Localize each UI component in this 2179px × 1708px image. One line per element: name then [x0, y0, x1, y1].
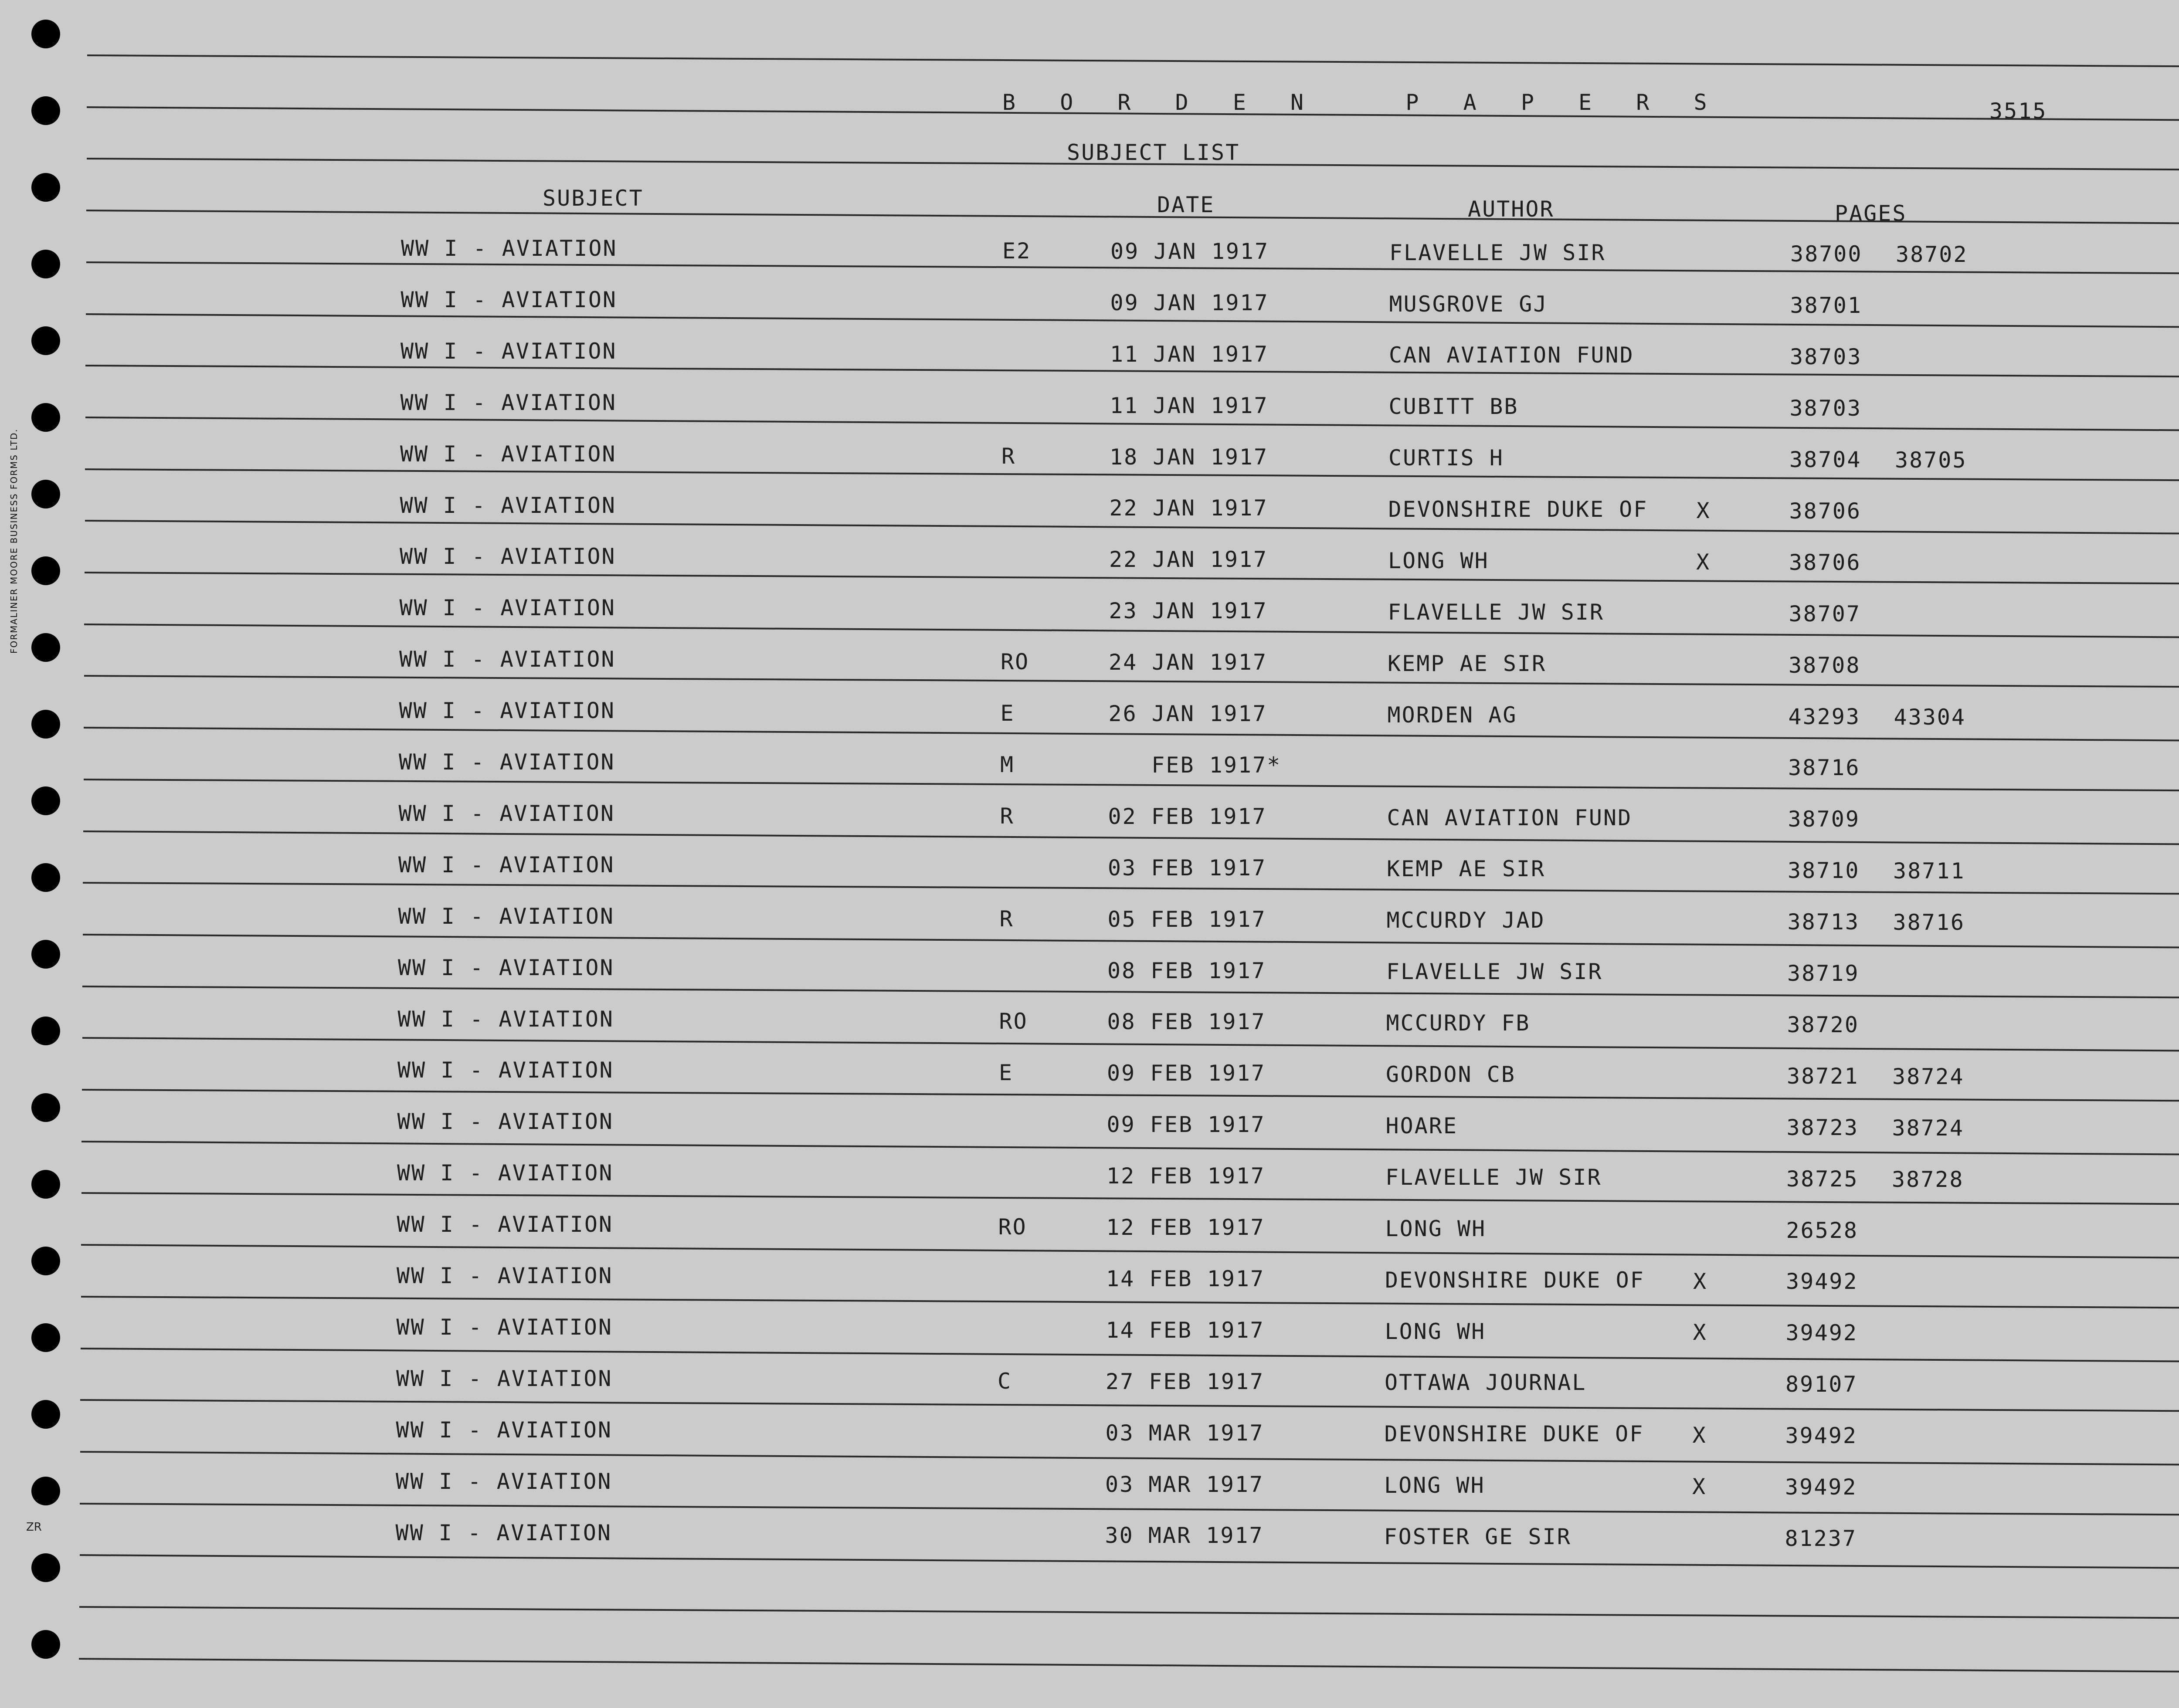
column-header-date: DATE [1157, 192, 1215, 217]
row-author: DEVONSHIRE DUKE OF [1385, 1267, 1645, 1293]
row-author: LONG WH [1388, 548, 1489, 573]
row-page-end: 38702 [1896, 242, 1968, 268]
tractor-feed-hole [31, 1323, 60, 1352]
row-date: 09 FEB 1917 [1107, 1061, 1266, 1086]
row-author: FLAVELLE JW SIR [1385, 1164, 1602, 1190]
row-page-end: 38705 [1895, 447, 1967, 473]
ruled-line [81, 1192, 2179, 1205]
tractor-feed-hole [31, 1170, 60, 1199]
row-page-start: 38703 [1790, 344, 1862, 370]
row-page-start: 89107 [1785, 1372, 1858, 1397]
tractor-feed-hole [31, 1630, 60, 1659]
tractor-feed-hole [31, 1017, 60, 1045]
row-date: 09 JAN 1917 [1110, 238, 1269, 264]
row-date: 22 JAN 1917 [1109, 495, 1268, 521]
row-page-start: 26528 [1786, 1217, 1859, 1243]
row-subject: WW I - AVIATION [401, 338, 617, 364]
page-number: 3515 [1989, 98, 2047, 124]
tractor-feed-hole [31, 710, 60, 739]
ruled-line [84, 727, 2179, 742]
ruled-line [84, 779, 2179, 792]
row-page-start: 38708 [1789, 652, 1861, 678]
row-date: 03 FEB 1917 [1108, 855, 1267, 881]
ruled-line [85, 417, 2179, 431]
row-page-start: 38707 [1789, 601, 1861, 627]
row-date: 05 FEB 1917 [1107, 906, 1266, 932]
row-date: 09 JAN 1917 [1110, 290, 1269, 315]
row-subject: WW I - AVIATION [397, 1057, 614, 1083]
row-date: 03 MAR 1917 [1105, 1420, 1264, 1446]
tractor-feed-hole [31, 786, 60, 815]
ruled-line [81, 1348, 2179, 1362]
row-code: E [1000, 700, 1015, 726]
row-subject: WW I - AVIATION [401, 236, 618, 261]
tractor-feed-hole [31, 403, 60, 432]
row-date: 14 FEB 1917 [1106, 1317, 1265, 1343]
row-author: LONG WH [1385, 1216, 1487, 1241]
row-flag: X [1693, 1320, 1707, 1345]
row-date: 11 JAN 1917 [1110, 393, 1269, 418]
row-date: 23 JAN 1917 [1109, 598, 1268, 624]
row-page-start: 39492 [1786, 1269, 1858, 1295]
row-author: FLAVELLE JW SIR [1388, 599, 1605, 625]
row-page-start: 39492 [1785, 1474, 1857, 1500]
row-code: R [1000, 803, 1015, 829]
ruled-line [85, 468, 2179, 481]
row-subject: WW I - AVIATION [400, 390, 617, 415]
row-page-start: 38723 [1786, 1115, 1859, 1140]
row-author: MUSGROVE GJ [1389, 291, 1548, 317]
row-code: E2 [1002, 238, 1032, 264]
row-page-start: 38710 [1788, 858, 1860, 884]
row-page-end: 38716 [1893, 910, 1965, 935]
page-title: B O R D E N P A P E R S [1002, 90, 1723, 115]
row-code: RO [999, 1009, 1028, 1034]
ruled-line [83, 882, 2179, 895]
tractor-feed-hole [31, 1553, 60, 1582]
tractor-feed-hole [31, 633, 60, 662]
row-author: FOSTER GE SIR [1384, 1524, 1571, 1550]
row-page-start: 38704 [1789, 447, 1862, 473]
row-subject: WW I - AVIATION [397, 1212, 614, 1237]
form-manufacturer-imprint: FORMALINER MOORE BUSINESS FORMS LTD. [9, 428, 19, 654]
row-page-end: 38724 [1892, 1115, 1965, 1141]
row-subject: WW I - AVIATION [397, 1263, 613, 1289]
row-author: GORDON CB [1386, 1062, 1516, 1087]
ruled-line [84, 624, 2179, 638]
row-code: M [1000, 752, 1015, 777]
row-page-start: 43293 [1788, 704, 1861, 729]
row-flag: X [1692, 1423, 1707, 1448]
row-page-start: 38725 [1786, 1166, 1859, 1192]
row-page-start: 81237 [1785, 1525, 1857, 1551]
row-page-end: 38711 [1893, 858, 1965, 884]
row-date: 08 FEB 1917 [1107, 1009, 1266, 1035]
row-page-start: 38709 [1788, 807, 1860, 832]
row-author: LONG WH [1384, 1473, 1485, 1498]
row-page-end: 38728 [1892, 1166, 1964, 1192]
row-page-start: 38700 [1790, 241, 1863, 267]
row-page-start: 38720 [1787, 1012, 1860, 1037]
tractor-feed-hole [31, 863, 60, 892]
tractor-feed-hole [31, 480, 60, 508]
row-subject: WW I - AVIATION [398, 903, 615, 929]
row-author: LONG WH [1385, 1318, 1486, 1344]
row-subject: WW I - AVIATION [396, 1314, 613, 1340]
row-flag: X [1696, 549, 1711, 575]
row-author: KEMP AE SIR [1387, 856, 1546, 882]
tractor-feed-hole [31, 1477, 60, 1505]
ruled-line [81, 1244, 2179, 1259]
ruled-line [82, 986, 2179, 999]
row-author: MORDEN AG [1387, 702, 1517, 728]
row-author: OTTAWA JOURNAL [1385, 1370, 1587, 1396]
row-date: 24 JAN 1917 [1109, 650, 1268, 675]
tractor-feed-hole [31, 940, 60, 969]
row-author: DEVONSHIRE DUKE OF [1388, 497, 1648, 522]
ruled-line [80, 1503, 2179, 1516]
row-subject: WW I - AVIATION [396, 1468, 612, 1494]
row-page-start: 38716 [1788, 755, 1860, 781]
tractor-feed-hole [31, 1400, 60, 1429]
row-author: KEMP AE SIR [1388, 651, 1547, 676]
row-subject: WW I - AVIATION [397, 1160, 614, 1186]
row-subject: WW I - AVIATION [397, 1109, 614, 1135]
column-header-author: AUTHOR [1468, 197, 1554, 222]
row-date: 11 JAN 1917 [1110, 341, 1269, 367]
ruled-line [80, 1399, 2179, 1412]
column-header-subject: SUBJECT [543, 186, 644, 211]
row-page-start: 39492 [1785, 1320, 1858, 1346]
ruled-line [85, 520, 2179, 535]
row-page-start: 38706 [1789, 498, 1862, 524]
row-subject: WW I - AVIATION [399, 647, 616, 672]
row-flag: X [1696, 498, 1711, 524]
row-page-end: 43304 [1894, 704, 1966, 730]
row-subject: WW I - AVIATION [400, 492, 617, 518]
row-author: CUBITT BB [1388, 394, 1519, 420]
tractor-feed-hole [31, 173, 60, 202]
row-date: 14 FEB 1917 [1106, 1266, 1265, 1291]
row-date: 12 FEB 1917 [1106, 1163, 1266, 1189]
ruled-line [85, 572, 2179, 585]
row-author: MCCURDY FB [1386, 1010, 1531, 1036]
ruled-line [83, 934, 2179, 949]
row-subject: WW I - AVIATION [396, 1366, 613, 1391]
ruled-line [84, 675, 2179, 688]
row-page-start: 38701 [1790, 293, 1863, 319]
row-date: 18 JAN 1917 [1110, 444, 1269, 470]
row-author: DEVONSHIRE DUKE OF [1384, 1421, 1644, 1447]
ruled-line [80, 1451, 2179, 1466]
ruled-line [80, 1554, 2179, 1569]
row-page-start: 38706 [1789, 549, 1861, 575]
ruled-line [87, 54, 2179, 68]
ruled-line [82, 1089, 2179, 1102]
ruled-line [82, 1037, 2179, 1052]
row-code: RO [998, 1214, 1027, 1240]
tractor-feed-hole [31, 250, 60, 278]
row-subject: WW I - AVIATION [398, 852, 615, 878]
row-subject: WW I - AVIATION [398, 800, 615, 826]
ruled-line [81, 1141, 2179, 1156]
row-subject: WW I - AVIATION [396, 1417, 613, 1443]
row-subject: WW I - AVIATION [400, 544, 616, 569]
row-author: CAN AVIATION FUND [1389, 342, 1634, 368]
row-subject: WW I - AVIATION [399, 698, 616, 724]
tractor-feed-hole [31, 1093, 60, 1122]
row-date: 12 FEB 1917 [1106, 1215, 1265, 1240]
row-subject: WW I - AVIATION [401, 287, 618, 312]
row-page-end: 38724 [1892, 1064, 1965, 1089]
row-author: HOARE [1385, 1113, 1458, 1139]
row-author: CAN AVIATION FUND [1387, 805, 1633, 830]
ruled-line [79, 1658, 2179, 1673]
row-code: R [999, 906, 1014, 932]
row-code: R [1001, 444, 1016, 469]
row-page-start: 38719 [1787, 961, 1860, 986]
row-page-start: 38713 [1787, 909, 1860, 935]
ruled-line [79, 1606, 2179, 1619]
list-subtitle: SUBJECT LIST [1067, 140, 1240, 165]
row-flag: X [1692, 1474, 1707, 1500]
row-date: 02 FEB 1917 [1108, 803, 1267, 829]
column-header-pages: PAGES [1835, 201, 1907, 226]
row-author: MCCURDY JAD [1386, 908, 1545, 933]
row-date: 09 FEB 1917 [1106, 1112, 1266, 1138]
row-code: RO [1001, 649, 1030, 675]
row-code: E [999, 1060, 1014, 1086]
row-date: 27 FEB 1917 [1106, 1369, 1265, 1394]
row-flag: X [1693, 1268, 1708, 1294]
row-date: FEB 1917* [1108, 752, 1282, 778]
row-page-start: 38721 [1787, 1063, 1859, 1089]
row-date: 08 FEB 1917 [1107, 958, 1266, 983]
tractor-feed-hole [31, 20, 60, 48]
row-code: C [998, 1368, 1012, 1394]
ruled-line [81, 1296, 2179, 1309]
row-author: FLAVELLE JW SIR [1389, 240, 1606, 265]
row-subject: WW I - AVIATION [400, 441, 617, 467]
row-author: CURTIS H [1388, 445, 1504, 471]
row-subject: WW I - AVIATION [397, 1006, 614, 1032]
row-subject: WW I - AVIATION [399, 595, 616, 621]
tractor-feed-hole [31, 326, 60, 355]
row-page-start: 39492 [1785, 1423, 1858, 1449]
row-date: 30 MAR 1917 [1105, 1523, 1264, 1549]
ruled-line [83, 830, 2179, 845]
row-author: FLAVELLE JW SIR [1386, 959, 1603, 985]
row-subject: WW I - AVIATION [399, 749, 615, 775]
row-page-start: 38703 [1789, 396, 1862, 421]
row-subject: WW I - AVIATION [395, 1520, 612, 1545]
row-date: 22 JAN 1917 [1109, 547, 1268, 573]
row-date: 03 MAR 1917 [1105, 1471, 1264, 1497]
corner-mark: ZR [26, 1521, 42, 1534]
row-subject: WW I - AVIATION [398, 955, 614, 980]
row-date: 26 JAN 1917 [1108, 701, 1267, 727]
tractor-feed-hole [31, 1247, 60, 1275]
tractor-feed-hole [31, 96, 60, 125]
tractor-feed-hole [31, 556, 60, 585]
